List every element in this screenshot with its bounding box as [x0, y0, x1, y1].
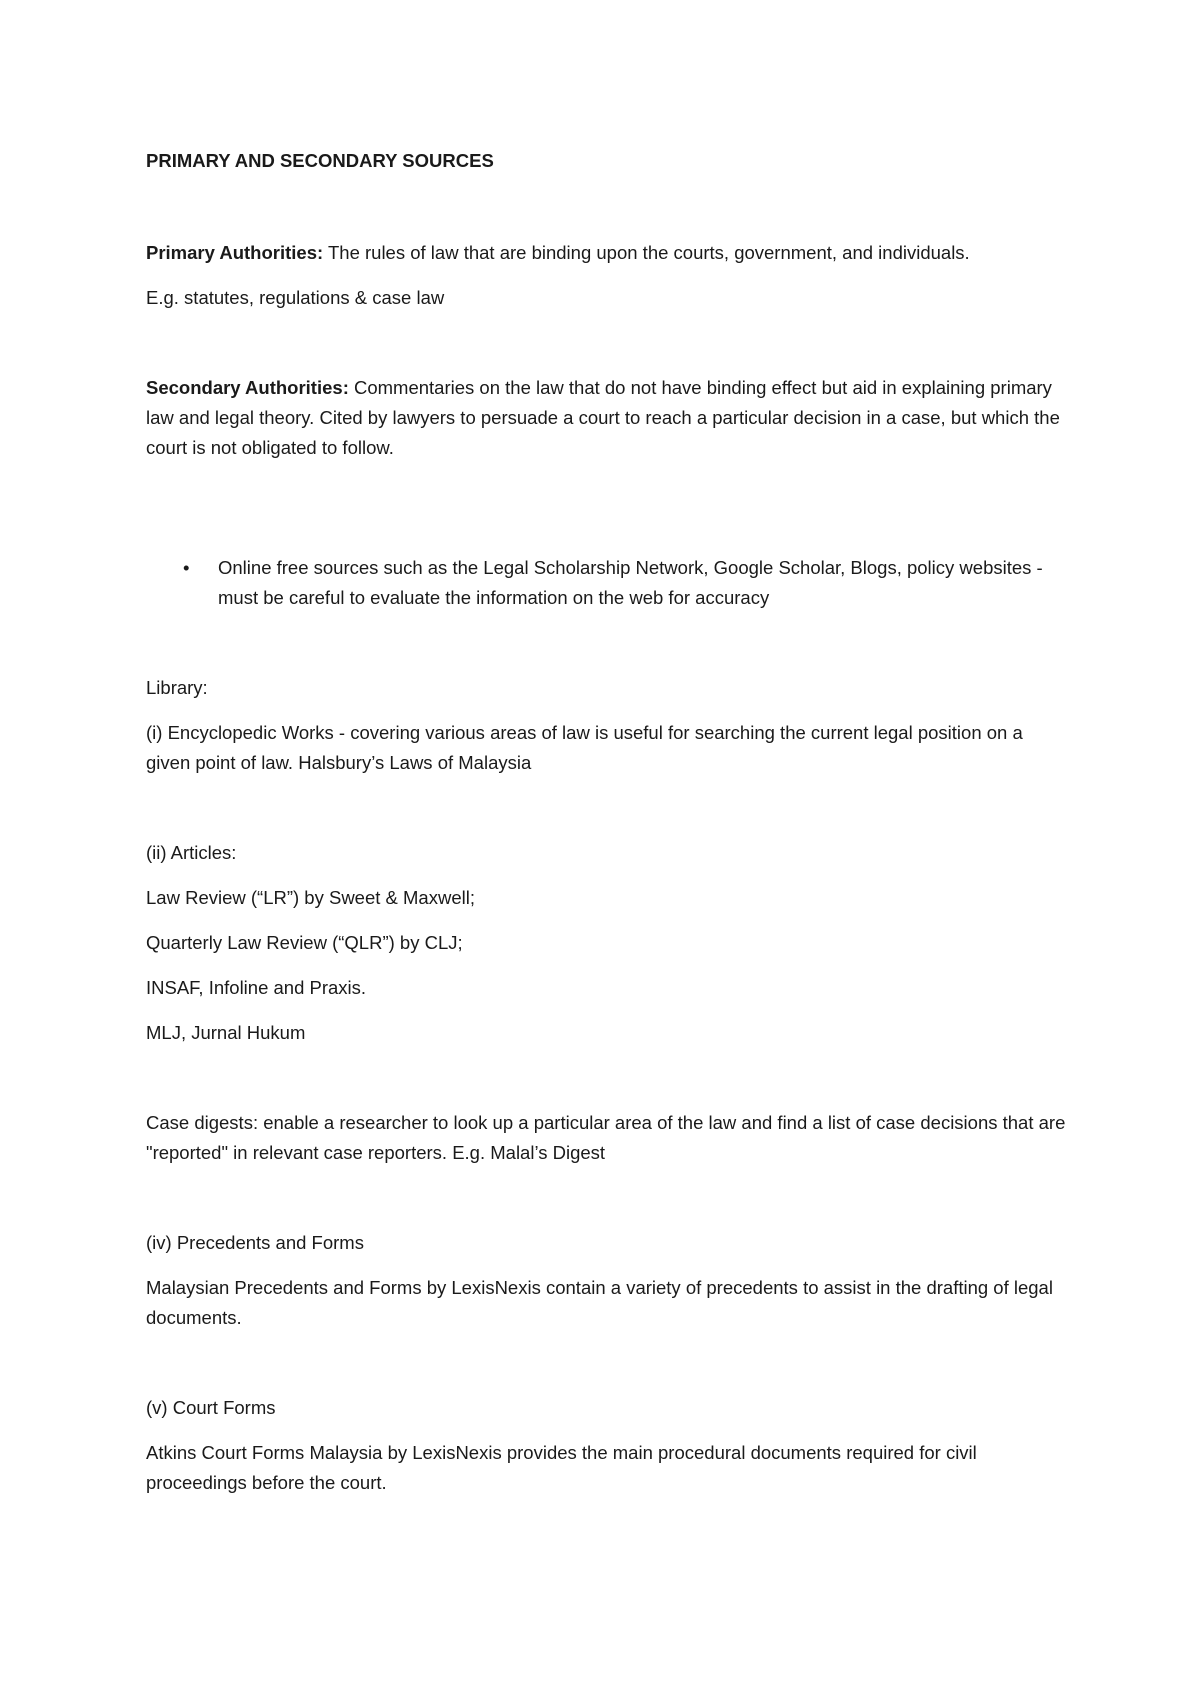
primary-authorities-text: The rules of law that are binding upon the courts, government, and individuals. [323, 242, 970, 263]
secondary-authorities-text: Commentaries on the law that do not have binding effect but aid in explaining primary law and legal theory. Cited by lawyers to persuade a court to reach a particular decision in a case, but which the court is not obligated to follow. [146, 377, 1060, 458]
primary-authorities-definition [146, 238, 1066, 268]
online-sources-bullet [146, 553, 1066, 613]
library-heading: Library: [146, 677, 208, 698]
article-item: MLJ, Jurnal Hukum [146, 1022, 306, 1043]
case-digests: Case digests: enable a researcher to look up a particular area of the law and find a list of case decisions that are "reported" in relevant case reporters. E.g. Malal’s Digest [146, 1112, 1066, 1163]
document-body [146, 146, 1066, 1498]
encyclopedic-works: (i) Encyclopedic Works - covering various areas of law is useful for searching the current legal position on a given point of law. Halsbury’s Laws of Malaysia [146, 722, 1023, 773]
article-item: Quarterly Law Review (“QLR”) by CLJ; [146, 932, 463, 953]
primary-authorities-example: E.g. statutes, regulations & case law [146, 287, 445, 308]
bullet-icon: • [183, 557, 190, 578]
court-forms-text: Atkins Court Forms Malaysia by LexisNexis provides the main procedural documents required for civil proceedings before the court. [146, 1442, 977, 1493]
article-item: Law Review (“LR”) by Sweet & Maxwell; [146, 887, 475, 908]
secondary-authorities-definition [146, 373, 1066, 463]
court-forms-heading: (v) Court Forms [146, 1397, 276, 1418]
precedents-heading: (iv) Precedents and Forms [146, 1232, 364, 1253]
online-sources-text: Online free sources such as the Legal Scholarship Network, Google Scholar, Blogs, policy websites - must be careful to evaluate the information on the web for accuracy [218, 557, 1043, 608]
article-item: INSAF, Infoline and Praxis. [146, 977, 367, 998]
precedents-text: Malaysian Precedents and Forms by LexisNexis contain a variety of precedents to assist in the drafting of legal documents. [146, 1277, 1053, 1328]
secondary-authorities-label: Secondary Authorities: [146, 377, 349, 398]
document-title: PRIMARY AND SECONDARY SOURCES [146, 150, 494, 171]
articles-heading: (ii) Articles: [146, 842, 237, 863]
primary-authorities-label: Primary Authorities: [146, 242, 324, 263]
